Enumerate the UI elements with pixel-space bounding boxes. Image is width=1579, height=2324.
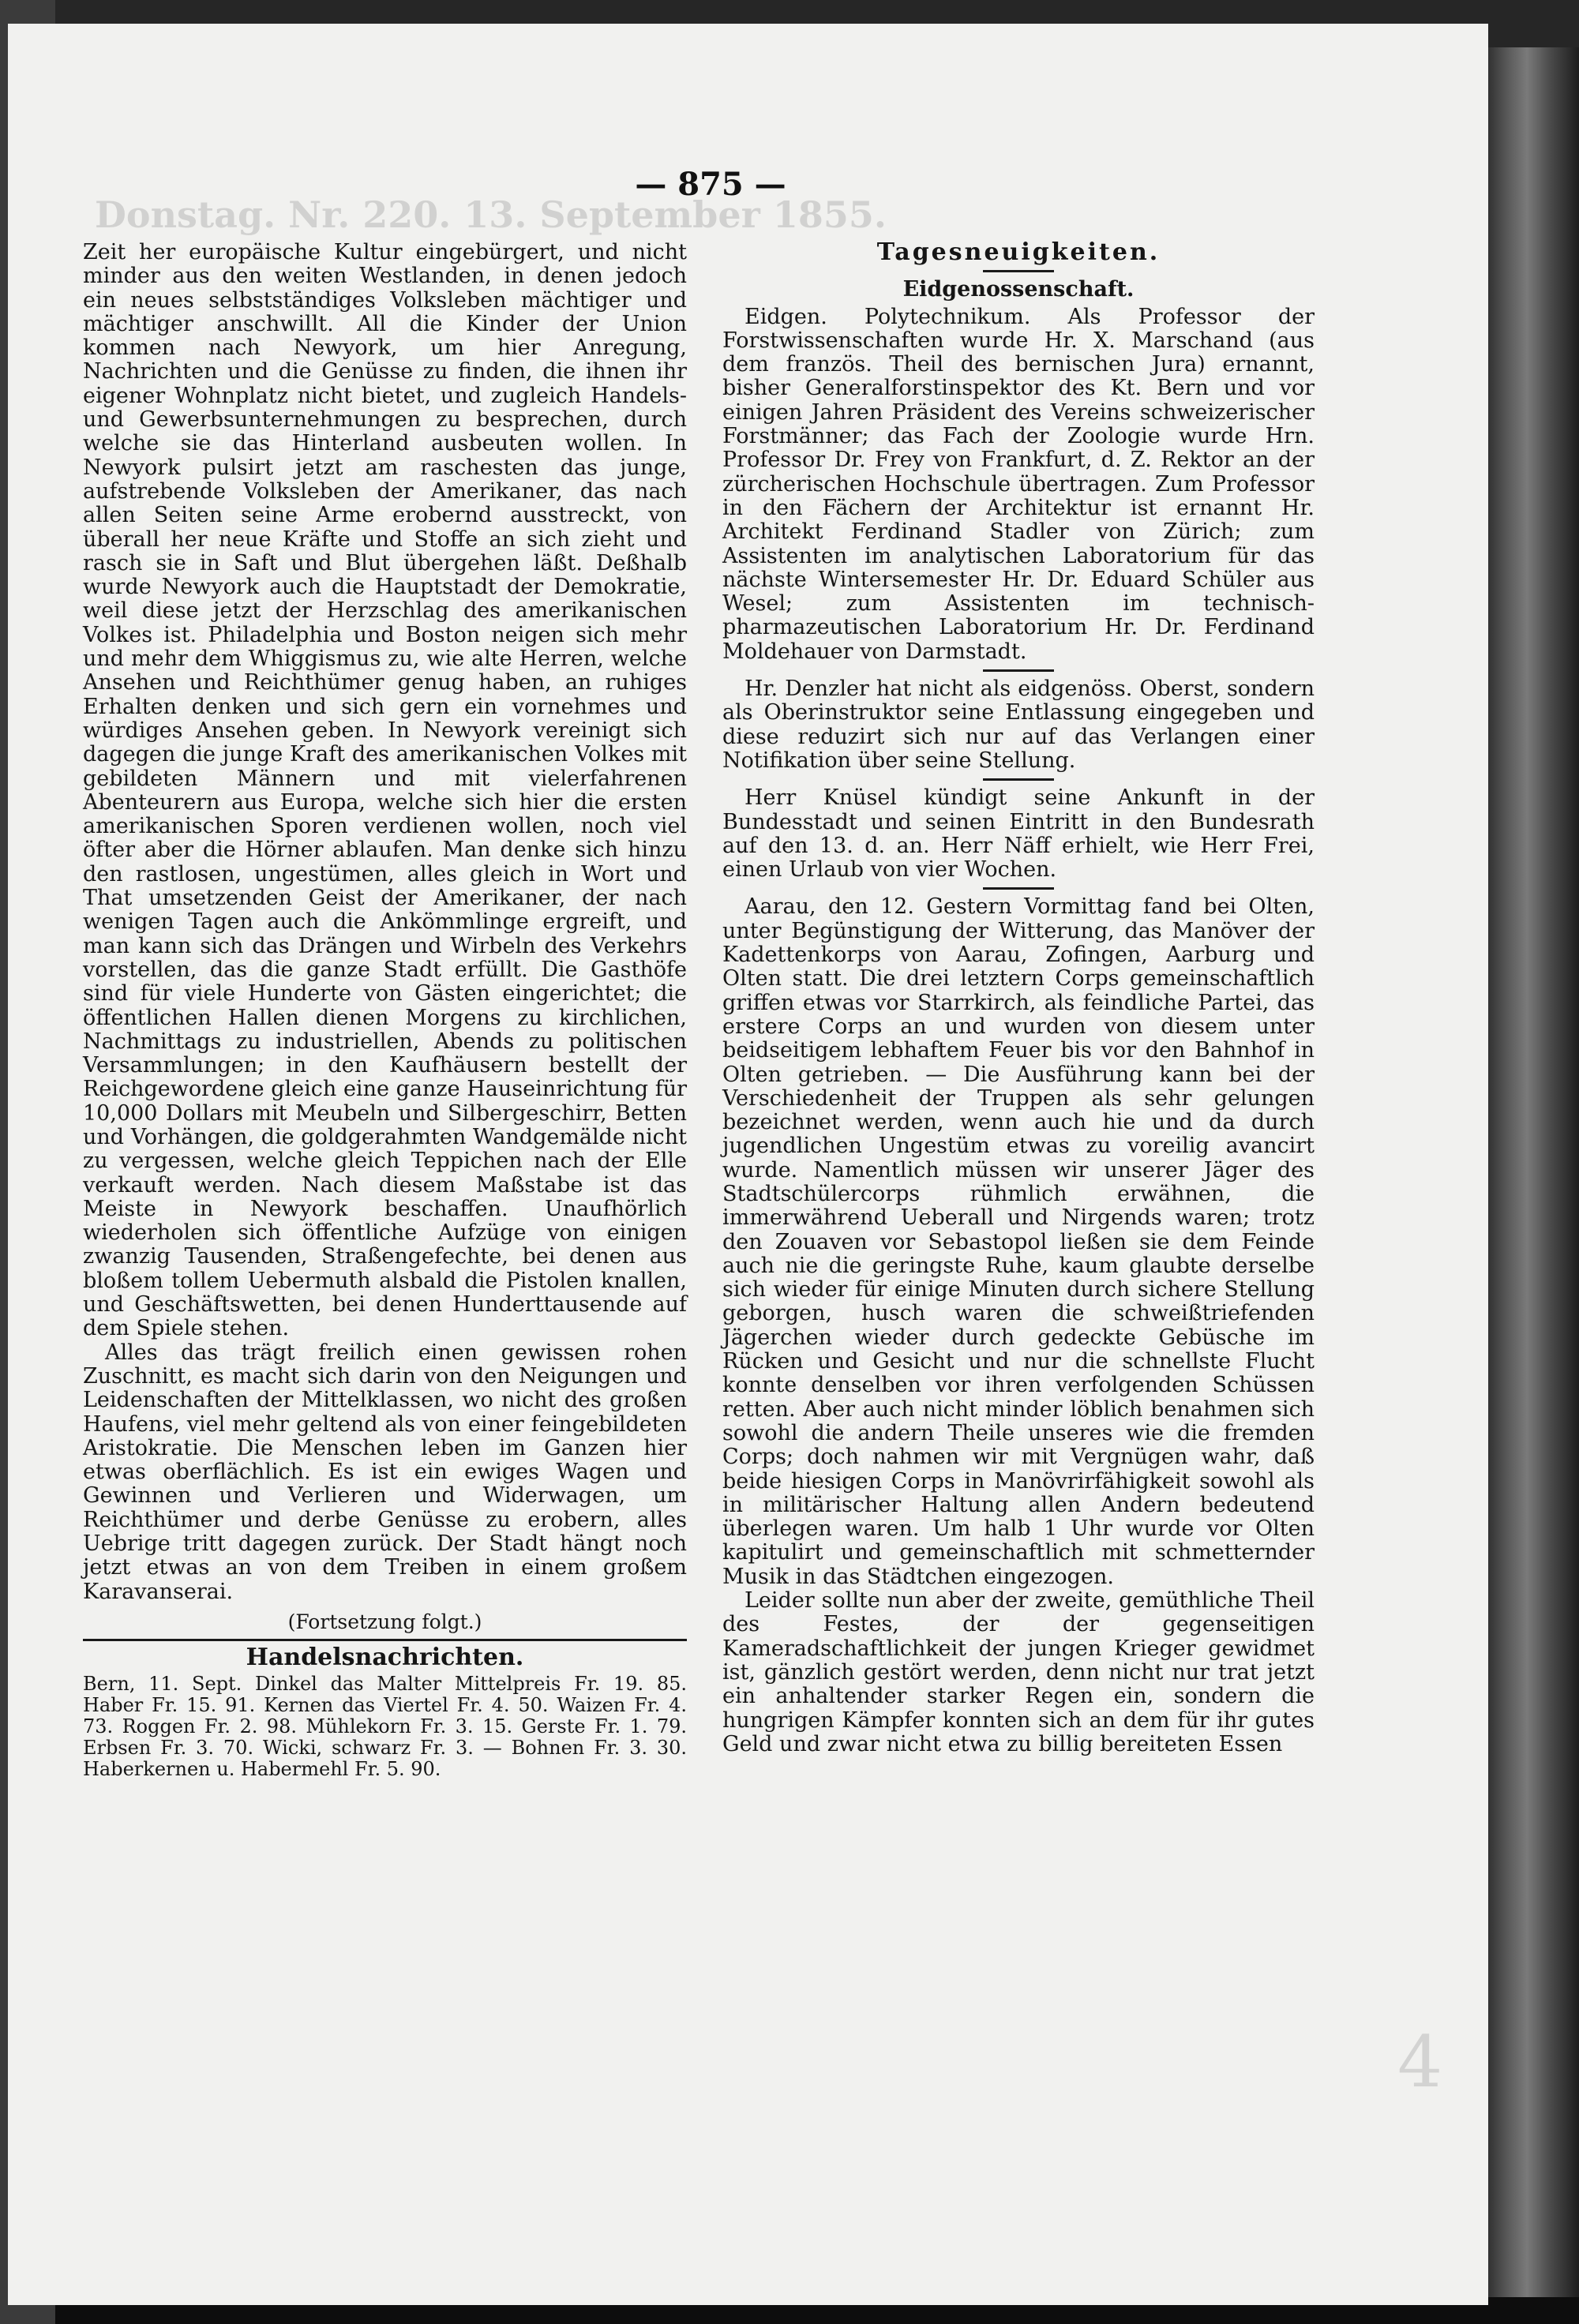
- news-article: Eidgen. Polytechnikum. Als Professor der Forstwissenschaften wurde Hr. X. Marschand (aus dem französ. Theil des bernischen Jura) ernannt, bisher Generalforstinspektor des Kt. Bern und vor einigen Jahren Präsident des Vereins schweizerischer Forstmänner; das Fach der Zoologie wurde Hrn. Professor Dr. Frey von Frankfurt, d. Z. Rektor an der zürcherischen Hochschule übertragen. Zum Professor in den Fächern der Architektur ist ernannt Hr. Architekt Ferdinand Stadler von Zürich; zum Assistenten im analytischen Laboratorium für das nächste Wintersemester Hr. Dr. Eduard Schüler aus Wesel; zum Assistenten im technisch-pharmazeutischen Laboratorium Hr. Dr. Ferdinand Moldehauer von Darmstadt.: [722, 304, 1315, 664]
- left-column: [83, 241, 687, 1780]
- bleed-through-text: Donstag. Nr. 220. 13. September 1855.: [95, 193, 887, 236]
- section-title: Tagesneuigkeiten.: [876, 238, 1161, 266]
- divider: [983, 270, 1054, 272]
- page-number: — 875 —: [635, 166, 786, 203]
- article-paragraph: Zeit her europäische Kultur eingebürgert, und nicht minder aus den weiten Westlanden, in denen jedoch ein neues selbstständiges Volksleben mächtiger und mächtiger anschwillt. All die Kinder der Union kommen nach Newyork, um hier Anregung, Nachrichten und die Genüsse zu finden, die ihnen ihr eigener Wohnplatz nicht bietet, und zugleich Handels- und Gewerbsunternehmungen zu besprechen, durch welche sie das Hinterland ausbeuten wollen. In Newyork pulsirt jetzt am raschesten das junge, aufstrebende Volksleben der Amerikaner, das nach allen Seiten seine Arme erobernd ausstreckt, von überall her neue Kräfte und Stoffe an sich zieht und rasch sie in Saft und Blut übergehen läßt. Deßhalb wurde Newyork auch die Hauptstadt der Demokratie, weil diese jetzt der Herzschlag des amerikanischen Volkes ist. Philadelphia und Boston neigen sich mehr und mehr dem Whiggismus zu, wie alte Herren, welche Ansehen und Reichthümer genug haben, an ruhiges Erhalten denken und sich gern ein vornehmes und würdiges Ansehen geben. In Newyork vereinigt sich dagegen die junge Kraft des amerikanischen Volkes mit gebildeten Männern und mit vielerfahrenen Abenteurern aus Europa, welche sich hier die ersten amerikanischen Sporen verdienen wollen, noch viel öfter aber die Hörner ablaufen. Man denke sich hinzu den rastlosen, ungestümen, alles gleich in Wort und That umsetzenden Geist der Amerikaner, der nach wenigen Tagen auch die Ankömmlinge ergreift, und man kann sich das Drängen und Wirbeln des Verkehrs vorstellen, das die ganze Stadt erfüllt. Die Gasthöfe sind für viele Hunderte von Gästen eingerichtet; die öffentlichen Hallen dienen Morgens zu kirchlichen, Nachmittags zu industriellen, Abends zu politischen Versammlungen; in den Kaufhäusern bestellt der Reichgewordene gleich eine ganze Hauseinrichtung für 10,000 Dollars mit Meubeln und Silbergeschirr, Betten und Vorhängen, die goldgerahmten Wandgemälde nicht zu vergessen, welche gleich Teppichen nach der Elle verkauft werden. Nach diesem Maßstabe ist das Meiste in Newyork beschaffen. Unaufhörlich wiederholen sich öffentliche Aufzüge von einigen zwanzig Tausenden, Straßengefechte, bei denen aus bloßem tollem Uebermuth alsbald die Pistolen knallen, und Geschäftswetten, bei denen Hunderttausende auf dem Spiele stehen.: [83, 240, 687, 1341]
- news-article: Hr. Denzler hat nicht als eidgenöss. Oberst, sondern als Oberinstruktor seine Entlassung eingegeben und diese reduzirt sich nur auf das Verlangen einer Notifikation über seine Stellung.: [722, 677, 1315, 773]
- news-article: Aarau, den 12. Gestern Vormittag fand bei Olten, unter Begünstigung der Witterung, das Manöver der Kadettenkorps von Aarau, Zofingen, Aarburg und Olten statt. Die drei letztern Corps gemeinschaftlich griffen etwas vor Starrkirch, als feindliche Partei, das erstere Corps an und wurden von diesem unter beidseitigem lebhaftem Feuer bis vor den Bahnhof in Olten getrieben. — Die Ausführung kann bei der Verschiedenheit der Truppen als sehr gelungen bezeichnet werden, wenn auch hie und da durch jugendlichen Ungestüm etwas zu voreilig avancirt wurde. Namentlich müssen wir unserer Jäger des Stadtschülercorps rühmlich erwähnen, die immerwährend Ueberall und Nirgends waren; trotz den Zouaven vor Sebastopol ließen sie dem Feinde auch nie die geringste Ruhe, kaum glaubte derselbe sich wieder für einige Minuten durch sichere Stellung geborgen, husch waren die schweißtriefenden Jägerchen wieder durch gedeckte Gebüsche im Rücken und Gesicht und nur die schnellste Flucht konnte denselben vor ihren verfolgenden Schüssen retten. Aber auch nicht minder löblich benahmen sich sowohl die andern Theile unseres wie die fremden Corps; doch nahmen wir mit Vergnügen wahr, daß beide hiesigen Corps in Manövrirfähigkeit sowohl als in militärischer Haltung allen Andern bedeutend überlegen waren. Um halb 1 Uhr wurde vor Olten kapitulirt und gemeinschaftlich mit schmetternder Musik in das Städtchen eingezogen.: [722, 894, 1315, 1589]
- news-article: Leider sollte nun aber der zweite, gemüthliche Theil des Festes, der der gegenseitigen Kameradschaftlichkeit der jungen Krieger gewidmet ist, gänzlich gestört werden, denn nicht nur trat jetzt ein anhaltender starker Regen ein, sondern die hungrigen Kämpfer konnten sich an dem für ihr gutes Geld und zwar nicht etwa zu billig bereiteten Essen: [722, 1588, 1315, 1756]
- market-news-heading: Handelsnachrichten.: [246, 1644, 524, 1672]
- book-page-edges: [1484, 47, 1579, 2297]
- market-prices: Bern, 11. Sept. Dinkel das Malter Mittelpreis Fr. 19. 85. Haber Fr. 15. 91. Kernen das Viertel Fr. 4. 50. Waizen Fr. 4. 73. Roggen Fr. 2. 98. Mühlekorn Fr. 3. 15. Gerste Fr. 1. 79. Erbsen Fr. 3. 70. Wicki, schwarz Fr. 3. — Bohnen Fr. 3. 30. Haberkernen u. Habermehl Fr. 5. 90.: [83, 1672, 687, 1780]
- article-paragraph: Alles das trägt freilich einen gewissen rohen Zuschnitt, es macht sich darin von den Neigungen und Leidenschaften der Mittelklassen, wo nicht des großen Haufens, viel mehr geltend als von einer feingebildeten Aristokratie. Die Menschen leben im Ganzen hier etwas oberflächlich. Es ist ein ewiges Wagen und Gewinnen und Verlieren und Widerwagen, um Reichthümer und derbe Genüsse zu erobern, alles Uebrige tritt dagegen zurück. Der Stadt hängt noch jetzt etwas an von dem Treiben in einem großem Karavanserai.: [83, 1340, 687, 1604]
- subsection-title: Eidgenossenschaft.: [902, 277, 1135, 302]
- newspaper-page: [8, 24, 1488, 2305]
- right-column: [722, 238, 1315, 1756]
- news-article: Herr Knüsel kündigt seine Ankunft in der Bundesstadt und seinen Eintritt in den Bundesrath auf den 13. d. an. Herr Näff erhielt, wie Herr Frei, einen Urlaub von vier Wochen.: [722, 785, 1315, 883]
- divider: [983, 778, 1054, 781]
- divider: [983, 669, 1054, 672]
- divider: [983, 887, 1054, 890]
- section-divider: [83, 1639, 687, 1641]
- continuation-note: (Fortsetzung folgt.): [287, 1610, 482, 1633]
- margin-mark: 4: [1397, 2021, 1443, 2104]
